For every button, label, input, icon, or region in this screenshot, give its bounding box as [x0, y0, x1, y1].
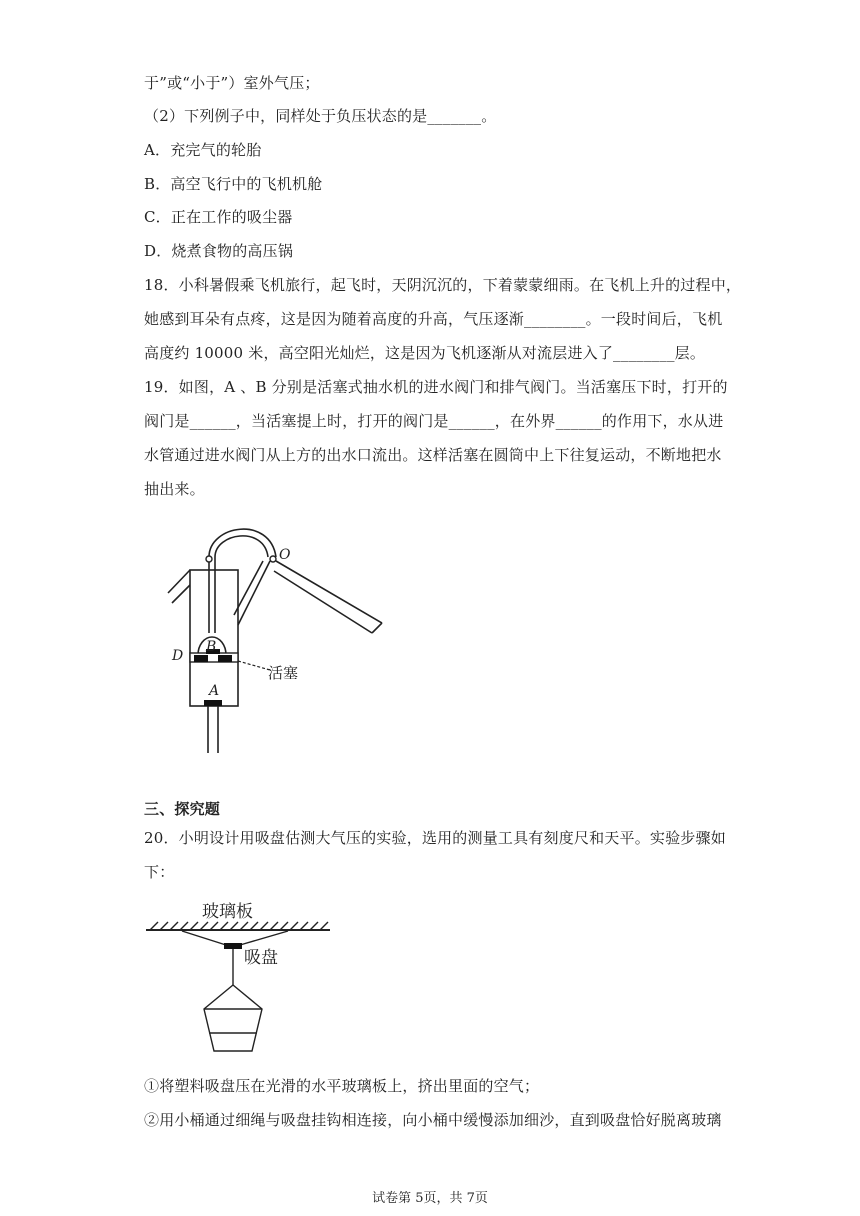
option-b: B．高空飞行中的飞机机舱 [144, 175, 323, 193]
label-o: O [279, 547, 291, 563]
step-1: ①将塑料吸盘压在光滑的水平玻璃板上，挤出里面的空气； [144, 1077, 540, 1095]
page-footer: 试卷第 5页，共 7页 [372, 1191, 488, 1206]
option-d: D．烧煮食物的高压锅 [144, 242, 294, 260]
question-20-line1: 20．小明设计用吸盘估测大气压的实验，选用的测量工具有刻度尺和天平。实验步骤如 [144, 829, 726, 847]
question-19-line1: 19．如图，A 、B 分别是活塞式抽水机的进水阀门和排气阀门。当活塞压下时，打开的 [144, 378, 728, 396]
question-18-line2: 她感到耳朵有点疼，这是因为随着高度的升高，气压逐渐________。一段时间后，飞机 [144, 310, 723, 328]
question-20-line2: 下： [144, 863, 175, 881]
section-heading: 三、探究题 [144, 800, 221, 818]
label-suction-cup: 吸盘 [244, 948, 278, 968]
step-2: ②用小桶通过细绳与吸盘挂钩相连接，向小桶中缓慢添加细沙，直到吸盘恰好脱离玻璃 [144, 1111, 722, 1129]
label-a: A [209, 683, 220, 699]
question-18-line1: 18．小科暑假乘飞机旅行，起飞时，天阴沉沉的，下着蒙蒙细雨。在飞机上升的过程中， [144, 276, 742, 294]
label-glass-plate: 玻璃板 [202, 902, 253, 922]
question-19-line2: 阀门是______，当活塞提上时，打开的阀门是______，在外界______的作用下，水从进 [144, 412, 724, 430]
question-18-line3: 高度约 10000 米，高空阳光灿烂，这是因为飞机逐渐从对流层进入了________层。 [144, 344, 706, 362]
label-piston: 活塞 [268, 664, 299, 682]
question-19-line3: 水管通过进水阀门从上方的出水口流出。这样活塞在圆筒中上下往复运动，不断地把水 [144, 446, 722, 464]
label-d: D [172, 648, 184, 664]
option-c: C．正在工作的吸尘器 [144, 208, 293, 226]
pump-figure [160, 515, 420, 755]
option-a: A．充完气的轮胎 [144, 141, 262, 159]
label-b: B [206, 639, 217, 655]
text-line: 于”或“小于”）室外气压； [144, 74, 320, 92]
question-17-2: （2）下列例子中，同样处于负压状态的是_______。 [144, 107, 497, 125]
suction-cup-figure [140, 893, 340, 1063]
question-19-line4: 抽出来。 [144, 480, 205, 498]
